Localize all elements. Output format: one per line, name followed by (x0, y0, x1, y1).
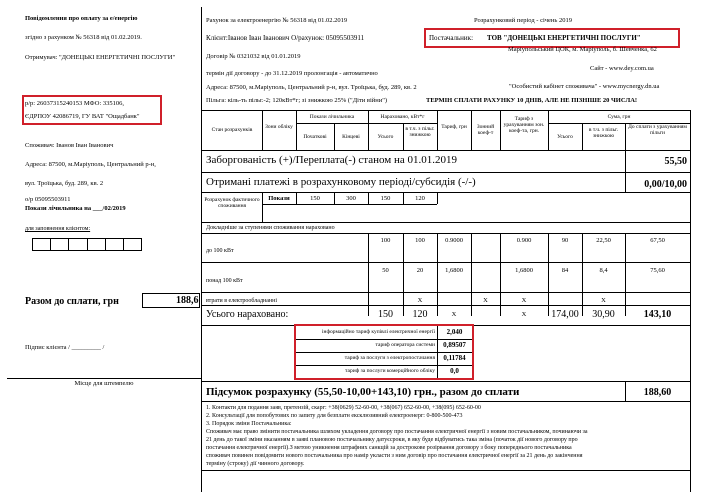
losses-x2: X (483, 297, 488, 304)
client-address: Адреса: 87500, м.Маріуполь, Центральний р-н, вул. Троїцька, буд. 289, кв. 2 (206, 84, 417, 91)
supplier-label: Постачальник: (429, 34, 474, 42)
stub-title: Повідомлення про оплату за е/енергію (25, 15, 138, 22)
note-line: 21 день до такої зміни вказанням в заяві плановою постачальнику датуєсроки, в яку буде відбуватись така зміна (початок дії нового договору про (206, 437, 578, 443)
contract-number: Договір № 0321032 від 01.01.2019 (206, 53, 301, 60)
actual-total: 150 (380, 195, 391, 202)
row-line (202, 222, 690, 223)
th-calc-status: Стан розрахунків (211, 127, 253, 133)
stub-address-line1: Адреса: 87500, м.Маріуполь, Центральний р-н, (25, 161, 156, 168)
note-line: терміну (строку) дії чинного договору. (206, 461, 305, 467)
losses-x1: X (417, 297, 423, 304)
row-line (296, 339, 472, 340)
row-line (202, 262, 690, 263)
tariff-metering-value: 0,0 (450, 367, 459, 375)
invoice-number: Рахунок за електроенергію № 56318 від 01.02.2019 (206, 17, 348, 24)
row-line (202, 233, 690, 234)
col-line (548, 233, 549, 316)
row100-sum-incl: 22,50 (596, 237, 611, 244)
th-end: Кінцеві (342, 134, 360, 140)
row-line (202, 192, 690, 193)
col-line (437, 192, 438, 204)
note-line: 3. Порядок зміни Постачальника: (206, 421, 292, 427)
row-line (262, 204, 437, 205)
row100-tariff: 0.9000 (445, 237, 463, 244)
stub-to-pay-value: 188,6 (176, 295, 199, 306)
stamp-place: Місце для штемпелю (74, 380, 134, 387)
stub-edrpou: ЄДРПОУ 42086719, ГУ ВАТ "Ощадбанк" (25, 113, 140, 120)
col-line (625, 233, 626, 316)
row-over-sum: 84 (561, 267, 569, 274)
debt-value: 55,50 (664, 156, 687, 167)
steps-label: Докладніше за ступенями споживання нараховано (206, 225, 335, 231)
th-start: Початкові (303, 134, 327, 140)
col-line (437, 233, 438, 316)
row-line (202, 381, 690, 382)
note-line: постачання електричної енергії).З метою уникнення штрафних санкцій за дострокове розірвання договору з боку попереднього постачальника (206, 445, 572, 451)
stub-consumer: Споживач: Іванов Іван Іванович (25, 142, 114, 149)
table-right (690, 110, 691, 492)
tariff-operator-label: тариф оператора системи (375, 342, 435, 348)
stub-address-line2: вул. Троїцька, буд. 289, кв. 2 (25, 180, 104, 187)
note-line: 2. Консультації для попобутових по запиту для безплатн ексклюзивний електроенерг: 0-800-500-473 (206, 413, 463, 419)
actual-pokazy: Покази (268, 195, 290, 202)
tariff-purchase-value: 2,040 (446, 328, 463, 336)
tariff-operator-value: 0,89507 (443, 341, 466, 349)
row-line (296, 352, 472, 353)
th-charged: Нараховано, кВт*г (380, 114, 425, 120)
client-line: Клієнт:Іванов Іван Іванович О/рахунок: 05095503911 (206, 34, 365, 42)
stub-signature[interactable]: Підпис клієнта / _________ / (25, 344, 105, 351)
actual-end: 300 (346, 195, 356, 202)
row100-label: до 100 кВт (206, 248, 234, 254)
th-sum: Сума, грн (607, 114, 631, 120)
row-over-subsidy: 20 (416, 267, 424, 274)
note-line: Споживач має право змінити постачальника шляхом укладення договору про постачання електричної енергії з новим постачальником, починаючи за (206, 429, 588, 435)
payments-value: 0,00/10,00 (644, 179, 687, 190)
total-to-pay: 143,10 (643, 309, 672, 320)
note-line: 1. Контакти для подання заяв, претензій, скарг: +38(0629) 52-60-00, +38(067) 652-60-00, +38(095) 652-60-00 (206, 405, 481, 411)
total-sum-incl: 30,90 (592, 309, 615, 320)
personal-cabinet[interactable]: "Особистий кабінет споживача" - www.mycnergy.dn.ua (509, 83, 660, 90)
table-bottom (202, 470, 690, 471)
row-over-label: понад 100 кВт (206, 278, 243, 284)
note-line: споживач повинен повідомити нового постачальника про намір укласти з ним договір про постачання електричної енергії за 21 день до закінчення (206, 453, 583, 459)
th-zone-coef: Зонний коеф-т (476, 124, 495, 136)
row100-to-pay: 67,50 (650, 237, 665, 244)
total-sum: 174,00 (551, 309, 579, 320)
losses-x3: X (521, 297, 527, 304)
th-zones: Зони обліку (265, 124, 293, 130)
table-top (202, 110, 690, 111)
total-subsidy: 120 (412, 309, 428, 320)
payment-deadline: ТЕРМІН СПЛАТИ РАХУНКУ 10 ДНІВ, АЛЕ НЕ ПІЗНІШЕ 20 ЧИСЛА! (426, 97, 638, 104)
payments-label: Отримані платежі в розрахунковому періоді/субсидія (-/-) (206, 176, 476, 188)
stub-personal-account: о/р 05095503911 (25, 196, 71, 203)
stub-recipient: Отримувач: "ДОНЕЦЬКІ ЕНЕРГЕТИЧНІ ПОСЛУГИ" (25, 54, 176, 61)
summary-value: 188,60 (643, 387, 672, 398)
col-line (368, 233, 369, 316)
actual-subsidy: 120 (415, 195, 425, 202)
th-sum-incl: в т.ч. з пільг. знижкою (588, 127, 619, 139)
tariff-purchase-label: інформаційно тариф купівлі електричної енергії (322, 329, 435, 335)
th-tariff: Тариф, грн (441, 124, 467, 130)
th-tariff-with: Тариф з урахуванням зон. коеф-та, грн. (503, 116, 545, 134)
contract-term: термін дії договору - до 31.12.2019 пролонгація - автоматично (206, 70, 378, 77)
row-line (202, 172, 690, 173)
stub-for-client: для заповнення клієнтом: (25, 226, 91, 232)
benefits-info: Пільга: кіль-ть пільг.-2; 120кВт*г; зі знижкою 25% ("Діти війни") (206, 97, 388, 104)
losses-label: втрати в електрообладнанні (206, 298, 277, 304)
total-label: Усього нараховано: (206, 309, 289, 320)
row-line (202, 305, 690, 306)
row100-sum: 90 (561, 237, 569, 244)
tariff-supply-label: тариф за послуги з електропостачання (344, 355, 435, 361)
stamp-top-line (7, 378, 201, 379)
stub-separator (201, 7, 202, 492)
head-bottom-line (202, 150, 690, 151)
th-meter: Покази лічильника (309, 114, 355, 120)
bank-details-highlight (22, 95, 162, 125)
row-over-to-pay: 75,60 (650, 267, 665, 274)
row100-subsidy: 100 (415, 237, 425, 244)
row-over-tariff: 1,6800 (445, 267, 463, 274)
row-over-sum-incl: 8,4 (599, 267, 608, 274)
stub-meter-readings: Покази лічильника на ___/02/2019 (25, 205, 126, 212)
client-input-boxes[interactable] (32, 238, 142, 251)
tariff-metering-label: тариф за послуги комерційного обліку (345, 368, 435, 374)
losses-x4: X (601, 297, 606, 304)
billing-period: Розрахунковий період - січень 2019 (474, 17, 572, 24)
row-over-tariff-with: 1,6800 (515, 267, 533, 274)
supplier-name: ТОВ "ДОНЕЦЬКІ ЕНЕРГЕТИЧНІ ПОСЛУГИ" (487, 34, 641, 42)
th-incl-subsidy: в т.ч. з пільг. знижкою (405, 126, 435, 138)
th-total: Усього (377, 134, 394, 140)
col-line (262, 110, 263, 150)
row100-total: 100 (380, 237, 391, 244)
stub-account: р/р: 26037315240153 МФО: 335106, (25, 100, 125, 107)
total-x1: X (451, 311, 457, 318)
total-kwh: 150 (378, 309, 393, 320)
row100-tariff-with: 0.900 (516, 237, 532, 244)
summary-label: Підсумок розрахунку (55,50-10,00+143,10) грн., разом до сплати (206, 386, 520, 398)
th-to-pay-with: До сплати з урахуванням пільги (628, 124, 687, 136)
col-line (437, 110, 438, 150)
tariff-supply-value: 0,11784 (443, 354, 466, 362)
total-x2: X (521, 311, 527, 318)
website[interactable]: Сайт - www.dey.com.ua (590, 65, 654, 72)
stub-invoice-ref: згідно з рахунком № 56318 від 01.02.2019. (25, 34, 142, 41)
service-office: Маріупольський ЦОК, м. Маріуполь, б. Шевченка, 62 (508, 46, 657, 53)
row-line (202, 401, 690, 402)
debt-label: Заборгованість (+)/Переплата(-) станом на 01.01.2019 (206, 154, 458, 166)
row-line (296, 365, 472, 366)
stub-to-pay-label: Разом до сплати, грн (25, 296, 119, 307)
row-over-total: 50 (382, 267, 389, 274)
head-sub-line (296, 123, 437, 124)
actual-label: Розрахунок фактичного споживання (204, 197, 260, 209)
actual-start: 150 (310, 195, 320, 202)
th-sum-total: Усього (557, 134, 573, 140)
row-line (202, 292, 690, 293)
